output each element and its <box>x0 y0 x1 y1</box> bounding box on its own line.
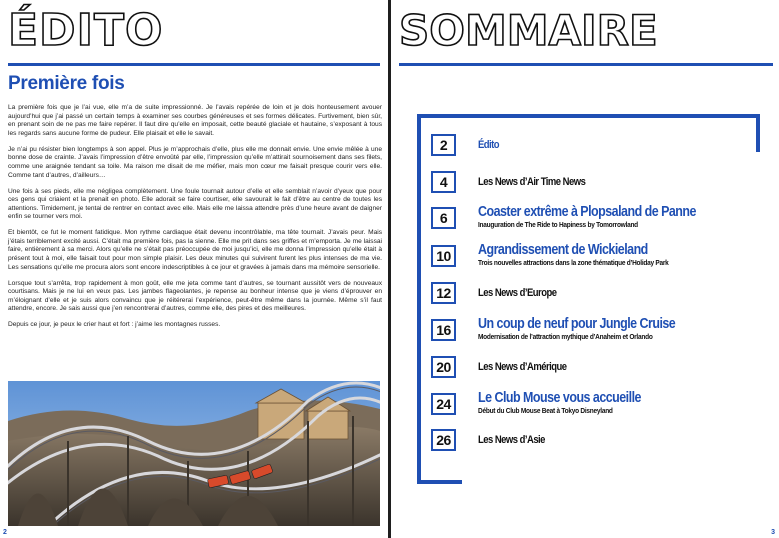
toc-title: Un coup de neuf pour Jungle Cruise <box>478 316 676 332</box>
toc-page-number: 26 <box>431 429 456 451</box>
toc-title: Les News d’Europe <box>478 287 557 299</box>
toc-title: Édito <box>478 139 500 151</box>
toc-frame-bottom <box>417 480 462 484</box>
toc-subtitle: Inauguration de The Ride to Hapiness by Tomorrowland <box>478 220 638 229</box>
toc-page-number: 20 <box>431 356 456 378</box>
edito-paragraph: Lorsque tout s’arrêta, trop rapidement à mon goût, elle me jeta comme tant d’autres, se tournant aussitôt vers de nouveaux courtisans. Mais je ne lui en veux pas. Les jambes flageolantes, je repense au bonheur intense que je viens d’éprouver en m’éloignant d’elle et je suis alors convaincu que je réitérerai l’expérience, peut-être même dans la journée. Même s’il faut attendre, encore. Je sais aussi que j’en rencontrerai d’autres, comme elle, des pires et des meilleures. <box>8 279 382 313</box>
edito-paragraph: La première fois que je l’ai vue, elle m’a de suite impressionné. Je l’avais repérée de loin et je dois honteusement avouer aujourd’hui que j’ai passé un certain temps à examiner ses courbes généreuses et ses formes délicates. Furtivement, bien sûr, en prenant soin de ne pas me faire repérer. Il faut dire qu’elle en imposait, cette beauté glaciale et hautaine, s’exposant à tous les regards sans aucune forme de pudeur. Elle plaisait et elle le savait. <box>8 104 382 137</box>
edito-heading: Première fois <box>8 73 125 94</box>
title-rule <box>399 63 773 66</box>
toc-subtitle: Modernisation de l’attraction mythique d’Anaheim et Orlando <box>478 332 653 341</box>
roller-coaster-photo <box>8 381 380 526</box>
toc-page-number: 4 <box>431 171 456 193</box>
left-page <box>0 0 388 538</box>
edito-title: ÉDITO <box>8 5 164 56</box>
right-page <box>391 0 779 538</box>
toc-page-number: 2 <box>431 134 456 156</box>
toc-page-number: 16 <box>431 319 456 341</box>
toc-frame-top <box>417 114 760 118</box>
toc-title: Les News d’Asie <box>478 434 545 446</box>
toc-title: Le Club Mouse vous accueille <box>478 390 641 406</box>
title-rule <box>8 63 380 66</box>
edito-paragraph: Depuis ce jour, je peux le crier haut et fort : j’aime les montagnes russes. <box>8 321 221 329</box>
toc-frame-left <box>417 114 421 484</box>
toc-page-number: 12 <box>431 282 456 304</box>
edito-paragraph: Une fois à ses pieds, elle me négligea complètement. Une foule tournait autour d’elle et elle semblait n’avoir d’yeux que pour ces gens qui criaient et la prenait en photo. Elle adorait se faire courtiser, elle savourait le fait d’être au centre de toutes les attentions. Timidement, je tentai de rentrer en contact avec elle. Mais elle me laissa attendre près d’une heure avant de daigner enfin se tourner vers moi. <box>8 187 382 221</box>
toc-subtitle: Début du Club Mouse Beat à Tokyo Disneyland <box>478 406 613 415</box>
toc-subtitle: Trois nouvelles attractions dans la zone thématique d’Holiday Park <box>478 258 669 267</box>
page-number: 3 <box>771 529 775 536</box>
edito-paragraph: Et bientôt, ce fut le moment fatidique. Mon rythme cardiaque était devenu incontrôlable, ma tête tournait. J’avais peur. Mais j’étais terriblement excité aussi. C’était ma première fois, pas la sienne. Elle me prit dans ses griffes et m’emporta. Je me laissai faire, entièrement à sa merci. Alors qu’elle ne s’était pas préoccupée de moi jusqu’ici, elle me donna l’impression qu’elle était à présent tout à moi, elle faisait tout pour mon simple plaisir. Les deux minutes qui suivirent furent les plus intenses de ma vie. Les sensations qu’elle me procura alors sont encore indescriptibles à ce jour et gravées à jamais dans ma mémoire sensorielle. <box>8 229 382 271</box>
sommaire-title: SOMMAIRE <box>399 6 658 55</box>
toc-title: Les News d’Amérique <box>478 361 567 373</box>
edito-paragraph: Je n’ai pu résister bien longtemps à son appel. Plus je m’approchais d’elle, plus elle me donnait envie. Une envie mêlée à une bonne dose de crainte. J’avais l’impression d’être envoûté par elle, l’impression qu’elle m’attirait sournoisement dans ses filets, comme une araignée tendant sa toile. Ma raison me disait de me méfier, mais mon cœur me faisait presque courir vers elle. Comme tant d’autres, d’ailleurs… <box>8 145 382 179</box>
toc-title: Les News d’Air Time News <box>478 176 586 188</box>
toc-frame-right <box>756 114 760 152</box>
page-number: 2 <box>3 529 7 536</box>
toc-title: Agrandissement de Wickieland <box>478 242 648 258</box>
toc-page-number: 6 <box>431 207 456 229</box>
edito-body <box>8 104 382 337</box>
toc-page-number: 10 <box>431 245 456 267</box>
toc-page-number: 24 <box>431 393 456 415</box>
toc-title: Coaster extrême à Plopsaland de Panne <box>478 204 696 220</box>
